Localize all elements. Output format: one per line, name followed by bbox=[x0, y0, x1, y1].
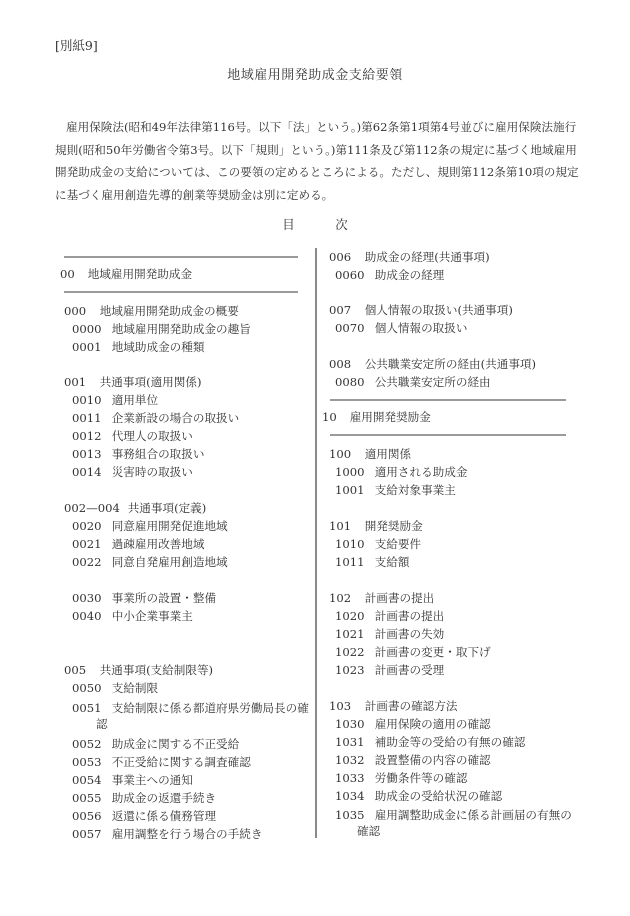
item-label: 事務組合の取扱い bbox=[111, 447, 205, 461]
item-code: 0012 bbox=[72, 429, 102, 443]
section-code: 005 bbox=[64, 663, 87, 677]
section-code: 002—004 bbox=[64, 501, 120, 515]
toc-section[interactable] bbox=[329, 249, 490, 265]
item-code: 0056 bbox=[72, 809, 102, 823]
section-code: 006 bbox=[329, 250, 352, 264]
toc-item[interactable] bbox=[335, 734, 525, 750]
item-code: 1030 bbox=[335, 717, 365, 731]
section-label: 共通事項(適用関係) bbox=[99, 375, 202, 389]
toc-item[interactable] bbox=[72, 808, 216, 824]
toc-item[interactable] bbox=[335, 770, 467, 786]
toc-item[interactable] bbox=[72, 590, 216, 606]
item-label: 設置整備の内容の確認 bbox=[374, 753, 491, 767]
toc-item[interactable] bbox=[72, 392, 158, 408]
toc-item[interactable] bbox=[335, 554, 409, 570]
toc-part[interactable] bbox=[322, 409, 431, 425]
toc-item[interactable] bbox=[335, 716, 491, 732]
toc-item[interactable] bbox=[335, 644, 491, 660]
item-code: 0014 bbox=[72, 465, 102, 479]
item-code: 0040 bbox=[72, 609, 102, 623]
item-label: 地域助成金の種類 bbox=[111, 340, 205, 354]
item-code: 0060 bbox=[335, 268, 365, 282]
item-label: 補助金等の受給の有無の確認 bbox=[374, 735, 526, 749]
item-code: 1035 bbox=[335, 808, 365, 822]
item-code: 0057 bbox=[72, 827, 102, 841]
item-code: 1032 bbox=[335, 753, 365, 767]
item-code: 0070 bbox=[335, 321, 365, 335]
item-code: 1031 bbox=[335, 735, 365, 749]
item-code: 1022 bbox=[335, 645, 365, 659]
toc-section[interactable] bbox=[329, 446, 411, 462]
annex-label: [別紙9] bbox=[55, 38, 98, 53]
part-label: 地域雇用開発助成金 bbox=[87, 267, 193, 281]
item-label: 助成金の返還手続き bbox=[111, 791, 217, 805]
section-code: 008 bbox=[329, 357, 352, 371]
toc-item[interactable] bbox=[72, 518, 228, 534]
toc-section[interactable] bbox=[64, 662, 213, 678]
item-label: 計画書の失効 bbox=[374, 627, 445, 641]
item-code: 0052 bbox=[72, 737, 102, 751]
toc-item[interactable] bbox=[72, 754, 251, 770]
item-code: 0051 bbox=[72, 701, 102, 715]
section-label: 公共職業安定所の経由(共通事項) bbox=[364, 357, 537, 371]
toc-item[interactable] bbox=[335, 536, 421, 552]
item-label: 事業所の設置・整備 bbox=[111, 591, 217, 605]
section-label: 計画書の提出 bbox=[364, 591, 435, 605]
item-label: 中小企業事業主 bbox=[111, 609, 193, 623]
item-label: 公共職業安定所の経由 bbox=[374, 375, 491, 389]
toc-item[interactable] bbox=[72, 700, 309, 716]
rule-left-bottom bbox=[64, 291, 298, 293]
item-label: 不正受給に関する調査確認 bbox=[111, 755, 251, 769]
item-label: 支給制限に係る都道府県労働局長の確 bbox=[111, 701, 309, 715]
toc-item[interactable] bbox=[72, 536, 204, 552]
section-code: 001 bbox=[64, 375, 87, 389]
item-label: 助成金に関する不正受給 bbox=[111, 737, 240, 751]
item-code: 0010 bbox=[72, 393, 102, 407]
item-label: 助成金の経理 bbox=[374, 268, 445, 282]
item-code: 1011 bbox=[335, 555, 365, 569]
item-code: 0021 bbox=[72, 537, 102, 551]
item-label: 計画書の提出 bbox=[374, 609, 445, 623]
item-code: 0000 bbox=[72, 322, 102, 336]
toc-item[interactable] bbox=[72, 410, 239, 426]
toc-section[interactable] bbox=[329, 698, 457, 714]
item-label: 同意自発雇用創造地域 bbox=[111, 555, 228, 569]
section-code: 102 bbox=[329, 591, 352, 605]
toc-item[interactable] bbox=[335, 267, 444, 283]
toc-item[interactable] bbox=[335, 374, 491, 390]
item-code: 1034 bbox=[335, 789, 365, 803]
item-code: 0053 bbox=[72, 755, 102, 769]
item-label-cont: 確認 bbox=[357, 824, 381, 838]
section-label: 地域雇用開発助成金の概要 bbox=[99, 304, 239, 318]
item-code: 1010 bbox=[335, 537, 365, 551]
toc-item[interactable] bbox=[72, 680, 158, 696]
toc-section[interactable] bbox=[329, 590, 434, 606]
item-label: 助成金の受給状況の確認 bbox=[374, 789, 503, 803]
toc-part[interactable] bbox=[60, 266, 192, 282]
toc-section[interactable] bbox=[64, 500, 206, 516]
section-label: 共通事項(定義) bbox=[127, 501, 207, 515]
section-label: 計画書の確認方法 bbox=[364, 699, 458, 713]
item-label: 代理人の取扱い bbox=[111, 429, 193, 443]
item-label: 適用単位 bbox=[111, 393, 159, 407]
item-label: 地域雇用開発助成金の趣旨 bbox=[111, 322, 251, 336]
part-code: 10 bbox=[322, 410, 337, 424]
toc-item[interactable] bbox=[335, 752, 491, 768]
item-label: 支給制限 bbox=[111, 681, 159, 695]
column-divider bbox=[315, 248, 317, 838]
item-code: 0020 bbox=[72, 519, 102, 533]
item-label: 計画書の変更・取下げ bbox=[374, 645, 491, 659]
item-label: 雇用調整を行う場合の手続き bbox=[111, 827, 263, 841]
rule-right-top bbox=[330, 399, 566, 401]
item-code: 0011 bbox=[72, 411, 102, 425]
toc-item[interactable] bbox=[72, 321, 251, 337]
toc-item[interactable] bbox=[72, 790, 216, 806]
toc-item[interactable] bbox=[72, 446, 204, 462]
section-label: 適用関係 bbox=[364, 447, 412, 461]
toc-heading: 目 次 bbox=[282, 217, 362, 232]
item-code: 0050 bbox=[72, 681, 102, 695]
item-label: 過疎雇用改善地域 bbox=[111, 537, 205, 551]
item-label: 支給額 bbox=[374, 555, 410, 569]
toc-item-continuation bbox=[96, 716, 108, 732]
item-label: 支給対象事業主 bbox=[374, 483, 456, 497]
item-code: 0030 bbox=[72, 591, 102, 605]
item-code: 0013 bbox=[72, 447, 102, 461]
toc-section[interactable] bbox=[329, 356, 536, 372]
item-code: 1020 bbox=[335, 609, 365, 623]
intro-text: 雇用保険法(昭和49年法律第116号。以下「法」という。)第62条第1項第4号並びに雇用保険法施行規則(昭和50年労働省令第3号。以下「規則」という。)第111条及び第112条の規定に基づく地域雇用開発助成金の支給については、この要領の定めるところによる。ただし、規則第112条第10項の規定に基づく雇用創造先導的創業等奨励金は別に定める。 bbox=[55, 120, 579, 202]
section-label: 個人情報の取扱い(共通事項) bbox=[364, 303, 513, 317]
section-label: 共通事項(支給制限等) bbox=[99, 663, 214, 677]
item-code: 1000 bbox=[335, 465, 365, 479]
item-label: 企業新設の場合の取扱い bbox=[111, 411, 240, 425]
item-code: 0080 bbox=[335, 375, 365, 389]
section-code: 101 bbox=[329, 519, 352, 533]
section-code: 100 bbox=[329, 447, 352, 461]
item-code: 1033 bbox=[335, 771, 365, 785]
item-code: 1021 bbox=[335, 627, 365, 641]
item-label: 返還に係る債務管理 bbox=[111, 809, 217, 823]
item-label: 個人情報の取扱い bbox=[374, 321, 468, 335]
item-label: 労働条件等の確認 bbox=[374, 771, 468, 785]
toc-section[interactable] bbox=[64, 303, 239, 319]
rule-right-bottom bbox=[330, 434, 566, 436]
item-label: 事業主への通知 bbox=[111, 773, 193, 787]
toc-section[interactable] bbox=[329, 518, 423, 534]
item-label: 災害時の取扱い bbox=[111, 465, 193, 479]
toc-item[interactable] bbox=[72, 826, 262, 842]
section-label: 開発奨励金 bbox=[364, 519, 423, 533]
item-code: 0001 bbox=[72, 340, 102, 354]
toc-item[interactable] bbox=[335, 464, 467, 480]
item-code: 0022 bbox=[72, 555, 102, 569]
toc-item[interactable] bbox=[72, 339, 204, 355]
toc-item[interactable] bbox=[72, 772, 193, 788]
item-label: 支給要件 bbox=[374, 537, 422, 551]
item-label: 雇用保険の適用の確認 bbox=[374, 717, 491, 731]
section-code: 000 bbox=[64, 304, 87, 318]
toc-item[interactable] bbox=[72, 736, 239, 752]
toc-item-continuation bbox=[357, 823, 380, 839]
toc-item[interactable] bbox=[335, 320, 467, 336]
toc-item[interactable] bbox=[72, 464, 193, 480]
item-label: 雇用調整助成金に係る計画届の有無の bbox=[374, 808, 572, 822]
toc-item[interactable] bbox=[72, 608, 193, 624]
toc-section[interactable] bbox=[64, 374, 202, 390]
toc-item[interactable] bbox=[335, 608, 444, 624]
item-label: 同意雇用開発促進地域 bbox=[111, 519, 228, 533]
part-label: 雇用開発奨励金 bbox=[349, 410, 431, 424]
intro-paragraph bbox=[55, 116, 585, 206]
toc-item[interactable] bbox=[335, 788, 502, 804]
item-code: 0054 bbox=[72, 773, 102, 787]
toc-item[interactable] bbox=[335, 662, 444, 678]
rule-left-top bbox=[64, 256, 298, 258]
toc-section[interactable] bbox=[329, 302, 513, 318]
item-label: 計画書の受理 bbox=[374, 663, 445, 677]
section-code: 007 bbox=[329, 303, 352, 317]
toc-item[interactable] bbox=[335, 626, 444, 642]
item-label: 適用される助成金 bbox=[374, 465, 468, 479]
document-title: 地域雇用開発助成金支給要領 bbox=[227, 68, 403, 83]
toc-item[interactable] bbox=[335, 482, 456, 498]
item-code: 0055 bbox=[72, 791, 102, 805]
section-label: 助成金の経理(共通事項) bbox=[364, 250, 490, 264]
section-code: 103 bbox=[329, 699, 352, 713]
toc-item[interactable] bbox=[72, 554, 228, 570]
part-code: 00 bbox=[60, 267, 75, 281]
toc-item[interactable] bbox=[72, 428, 193, 444]
toc-item[interactable] bbox=[335, 807, 572, 823]
item-code: 1023 bbox=[335, 663, 365, 677]
item-code: 1001 bbox=[335, 483, 365, 497]
item-label-cont: 認 bbox=[96, 717, 108, 731]
